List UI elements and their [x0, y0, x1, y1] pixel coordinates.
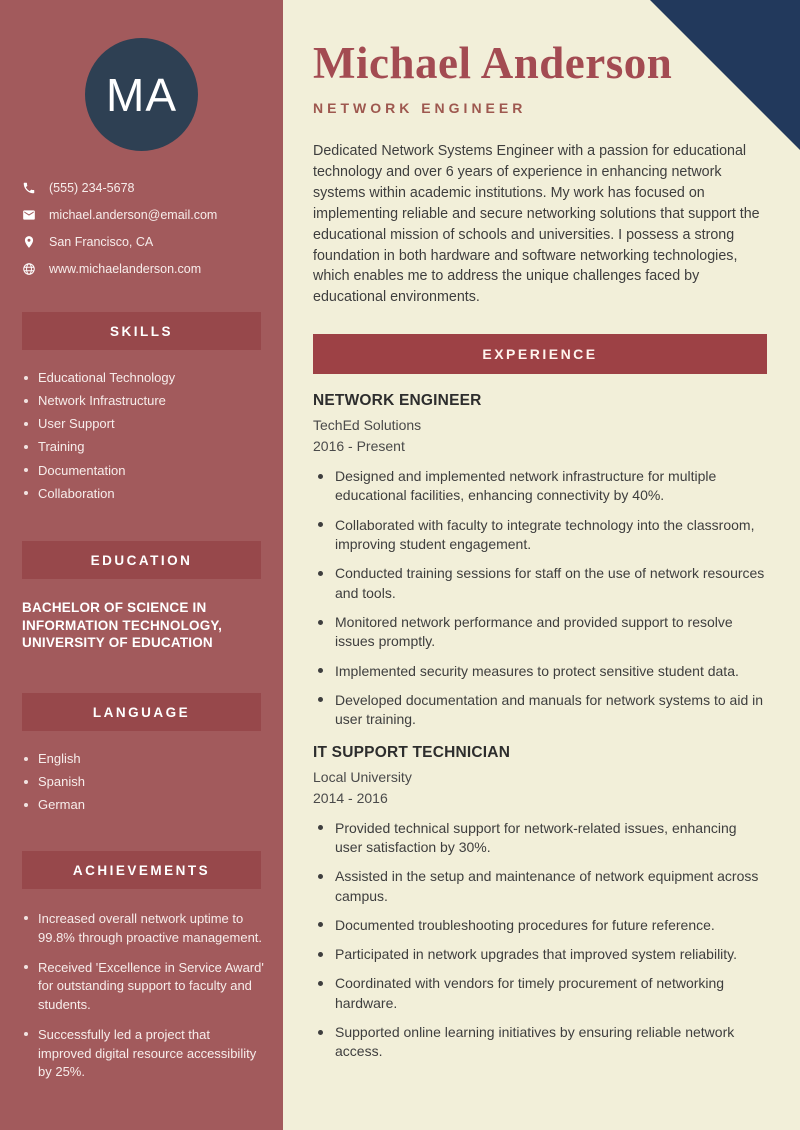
location-icon [22, 235, 36, 249]
job-bullet: Coordinated with vendors for timely procurement of networking hardware. [318, 974, 767, 1013]
skill-item: Documentation [24, 464, 265, 478]
achievements-header [22, 851, 261, 889]
contact-location-text: San Francisco, CA [49, 235, 154, 249]
job-bullet: Provided technical support for network-related issues, enhancing user satisfaction by 30%. [318, 819, 767, 858]
skills-list [24, 371, 265, 500]
avatar-initials: MA [106, 68, 177, 121]
contact-location [22, 235, 269, 249]
job-bullet: Conducted training sessions for staff on the use of network resources and tools. [318, 564, 767, 603]
job-bullet-list [313, 819, 767, 1062]
language-header [22, 693, 261, 731]
language-item: English [24, 752, 265, 766]
job-bullet: Assisted in the setup and maintenance of network equipment across campus. [318, 867, 767, 906]
job-bullet: Collaborated with faculty to integrate technology into the classroom, improving student engagement. [318, 516, 767, 555]
job-bullet: Developed documentation and manuals for network systems to aid in user training. [318, 691, 767, 730]
main-content [283, 0, 800, 1130]
language-header-label: LANGUAGE [92, 704, 191, 720]
job-bullet: Implemented security measures to protect sensitive student data. [318, 662, 767, 681]
phone-icon [22, 181, 36, 195]
skill-item: Educational Technology [24, 371, 265, 385]
achievements-list [24, 910, 265, 1082]
contact-email-text: michael.anderson@email.com [49, 208, 218, 222]
sidebar [0, 0, 283, 1130]
contact-website [22, 262, 269, 276]
experience-header-label: EXPERIENCE [482, 346, 598, 363]
contact-email [22, 208, 269, 222]
language-list [24, 752, 265, 812]
experience-header [313, 334, 767, 374]
achievement-item: Successfully led a project that improved digital resource accessibility by 25%. [24, 1026, 265, 1081]
language-item: Spanish [24, 775, 265, 789]
job-role: NETWORK ENGINEER [313, 392, 482, 410]
job-bullet-list [313, 467, 767, 729]
job-role: IT SUPPORT TECHNICIAN [313, 743, 511, 761]
achievement-item: Received 'Excellence in Service Award' for outstanding support to faculty and students. [24, 959, 265, 1014]
education-header [22, 541, 261, 579]
person-job-title: NETWORK ENGINEER [313, 100, 527, 117]
job-bullet: Supported online learning initiatives by ensuring reliable network access. [318, 1023, 767, 1062]
education-degree: BACHELOR OF SCIENCE IN INFORMATION TECHNOLOGY, UNIVERSITY OF EDUCATION [22, 600, 223, 650]
job-company: Local University [313, 768, 412, 785]
job-entry [313, 392, 767, 729]
skill-item: Network Infrastructure [24, 394, 265, 408]
avatar [85, 38, 198, 151]
skill-item: User Support [24, 417, 265, 431]
globe-icon [22, 262, 36, 276]
job-bullet: Participated in network upgrades that improved system reliability. [318, 945, 767, 964]
job-dates: 2016 - Present [313, 438, 405, 455]
skill-item: Training [24, 440, 265, 454]
skills-header-label: SKILLS [109, 323, 173, 339]
language-item: German [24, 798, 265, 812]
job-dates: 2014 - 2016 [313, 789, 388, 806]
contact-phone-text: (555) 234-5678 [49, 181, 135, 195]
education-header-label: EDUCATION [90, 552, 193, 568]
job-entry [313, 744, 767, 1062]
skills-header [22, 312, 261, 350]
job-bullet: Monitored network performance and provided support to resolve issues promptly. [318, 613, 767, 652]
skill-item: Collaboration [24, 487, 265, 501]
achievements-header-label: ACHIEVEMENTS [72, 862, 211, 878]
job-bullet: Documented troubleshooting procedures for future reference. [318, 916, 767, 935]
contact-section [22, 181, 269, 276]
job-company: TechEd Solutions [313, 417, 422, 434]
achievement-item: Increased overall network uptime to 99.8% through proactive management. [24, 910, 265, 947]
person-name: Michael Anderson [313, 38, 673, 88]
job-bullet: Designed and implemented network infrastructure for multiple educational facilities, enhancing connectivity by 40%. [318, 467, 767, 506]
contact-website-text: www.michaelanderson.com [49, 262, 202, 276]
email-icon [22, 208, 36, 222]
contact-phone [22, 181, 269, 195]
profile-summary: Dedicated Network Systems Engineer with a passion for educational technology and over 6 years of experience in enhancing network systems within academic institutions. My work has focused on implementing reliable and secure networking solutions that support the educational mission of schools and universities. I possess a strong foundation in both hardware and software networking technologies, which enables me to address the unique challenges faced by educational environments. [313, 143, 760, 306]
